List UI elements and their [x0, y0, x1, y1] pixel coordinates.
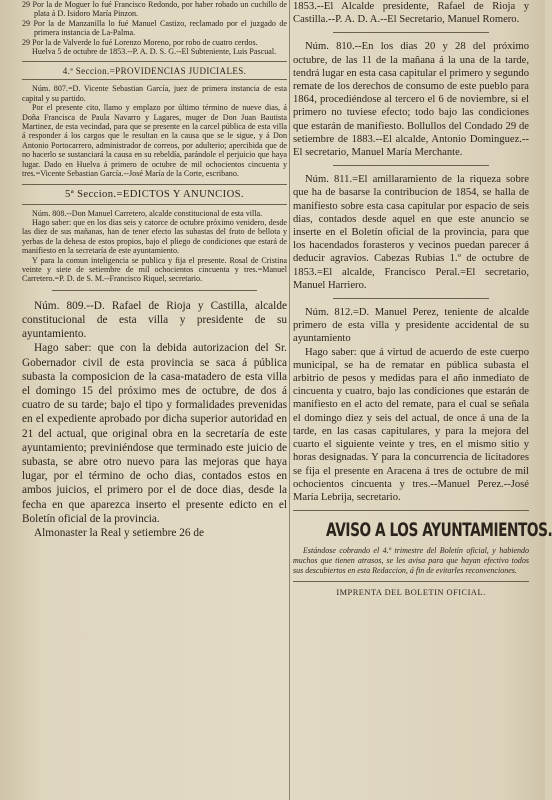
notice-809-heading: Núm. 809.--D. Rafael de Rioja y Castilla, alcalde constitucional de esta villa y presidente de su ayuntamiento.: [22, 299, 287, 341]
notice-807-body: Por el presente cito, llamo y emplazo por último término de nueve dias, á Doña Francisca de Paula Navarro y Lagares, muger de Don Juan Bautista Martinez, de esta vecindad, para que se presente en la carcel pública de esta villa á responder á los cargos que le resultan en la causa que se le sigue, y á Don Antonio Portocarrero, administrador de correos, por adulterio; apercibida que de no hacerlo se sustanciará la causa en su rebeldía, parándole el perjuicio que haya lugar. Dado en Huelva á primero de octubre de mil ochocientos cincuenta y tres.=Vicente Sebastian García.--José María de la Corte, escribano.: [22, 103, 287, 179]
section-rule: [333, 32, 489, 33]
right-body: [293, 0, 529, 504]
section-rule: [52, 290, 257, 291]
notice-812-body: Hago saber: que á virtud de acuerdo de este cuerpo municipal, se ha de rematar en pública subasta el arbitrio de pesos y medidas para el año inmediato de cincuenta y cuatro, bajo las condiciones que estarán de manifiesto en el acto del remate, para el cual se señala el domingo diez y seis del actual, de once á una de la tarde, en las casas capitulares, y para la mejora del cuarto el siguiente veinte y tres, en el mismo sitio y horas designadas. Y para la concurrencia de licitadores se fija el presente en Aracena á tres de octubre de mil ochocientos cincuenta y tres.--Manuel Perez.--José María Lebrija, secretario.: [293, 346, 529, 503]
notice-body: Estándose cobrando el 4.º trimestre del Boletín oficial, y habiendo muchos que tienen atrasos, se les avisa para que hayan efectivo todos sus descubiertos en esta Redaccion, á fin de evitarles reconvenciones.: [293, 546, 529, 575]
right-column: [293, 0, 552, 800]
section-rule: [22, 184, 287, 185]
notice-809-place-date: Almonaster la Real y setiembre 26 de: [34, 527, 205, 539]
section-rule: [22, 61, 287, 62]
entry-moguer: 29 Por la de Moguer lo fué Francisco Redondo, por haber robado un cuchillo de plata á D. Isidoro María Pinzon.: [22, 0, 287, 19]
notice-809-body: Hago saber: que con la debida autorizacion del Sr. Gobernador civil de esta provincia se saca á pública subasta la composicion de la casa-matadero de esta villa el domingo 15 del próximo mes de octubre, de dos á cuatro de su tarde; bajo el tipo y formalidades prevenidas en el expediente aprobado por dicha superior autoridad en 21 del actual, que original obra en la secretaría de este ayuntamiento; previniéndose que terminado este juicio de subasta, se abre otro nuevo para las mejoras que haya lugar, por el término de ocho dias, contados estos en ambos juicios, el primero por el de doce dias, desde la fecha en que aparezca inserto el presente edicto en el Boletín oficial de la provincia.: [22, 342, 287, 525]
notice-808: [22, 209, 287, 284]
entry-closing: Huelva 5 de octubre de 1853.--P. A. D. S. G.--El Subteniente, Luis Pascual.: [32, 47, 277, 57]
section4-title: 4.ª Seccion.=PROVIDENCIAS JUDICIALES.: [62, 66, 247, 77]
notice-807-heading: Núm. 807.=D. Vicente Sebastian García, juez de primera instancia de esta capital y su partido.: [22, 84, 287, 103]
notice-809: [22, 299, 287, 540]
left-column: [22, 0, 287, 800]
section-rule: [333, 298, 489, 299]
imprenta-footer: IMPRENTA DEL BOLETIN OFICIAL.: [336, 587, 486, 597]
column-divider: [289, 0, 290, 800]
notice-807: [22, 84, 287, 178]
section-rule: [22, 204, 287, 205]
notice-808-heading: Núm. 808.--Don Manuel Carretero, alcalde constitucional de esta villa.: [32, 208, 263, 218]
notice-810: Núm. 810.--En los dias 20 y 28 del próximo octubre, de las 11 de la mañana á la una de la tarde, tendrá lugar en esta casa capitular el primero y segundo remate de los derechos de consumo de este pueblo para 1864, procediéndose al tercero el 6 de noviembre, si el primero no tuviese efecto; todo bajo las condiciones que estarán de manifiesto. Bollullos del Condado 29 de setiembre de 1883.--El alcalde, Antonio Dominguez.--El secretario, Manuel María Merchante.: [293, 41, 529, 159]
section-rule: [333, 165, 489, 166]
notice-title: AVISO A LOS AYUNTAMIENTOS.: [326, 519, 552, 542]
section5-title: 5ª Seccion.=EDICTOS Y ANUNCIOS.: [65, 188, 244, 200]
notice-808-body: Hago saber: que en los dias seis y catorce de octubre próximo venidero, desde las diez de sus mañanas, han de tener efecto las subastas del fruto de bellota y yerbas de la dehesa de estos propios, bajo el pliego de condiciones que estará de manifiesto en la secretaría de este ayuntamiento.: [22, 217, 287, 256]
section-rule: [293, 581, 529, 582]
section-rule: [22, 79, 287, 80]
section-rule: [293, 510, 529, 511]
entry-manzanilla: 29 Por la de Manzanilla lo fué Manuel Castizo, reclamado por el juzgado de primera instancia de La-Palma.: [22, 18, 287, 38]
entry-valverde: 29 Por la de Valverde lo fué Lorenzo Moreno, por robo de cuatro cerdos.: [22, 37, 258, 47]
notice-812-heading: Núm. 812.=D. Manuel Perez, teniente de alcalde primero de esta villa y presidente accidental de su ayuntamiento: [293, 307, 529, 345]
notice-811: Núm. 811.=El amillaramiento de la riqueza sobre que ha de basarse la contribucion de 1854, se halla de manifiesto sobre esta casa capitular por espacio de seis dias, contados desde aquel en que este anuncio se inserte en el Boletín oficial de la provincia, para que los hacendados forasteros y vecinos puedan parecer á deducir agravios. Cabezas Rubias 1.º de octubre de 1853.=El alcalde, Francisco Peral.=El secretario, Manuel Harriero.: [293, 174, 529, 291]
prison-entries: [22, 0, 287, 56]
notice-808-closing: Y para la comun inteligencia se publica y fija el presente. Rosal de Cristina veinte y siete de setiembre de mil ochocientos cincuenta y tres.=Manuel Carretero.=P. D. de S. M.--Francisco Riquel, secretario.: [22, 255, 287, 284]
notice-809-end: 1853.--El Alcalde presidente, Rafael de Rioja y Castilla.--P. A. D. A.--El Secretario, Manuel Romero.: [293, 1, 529, 26]
